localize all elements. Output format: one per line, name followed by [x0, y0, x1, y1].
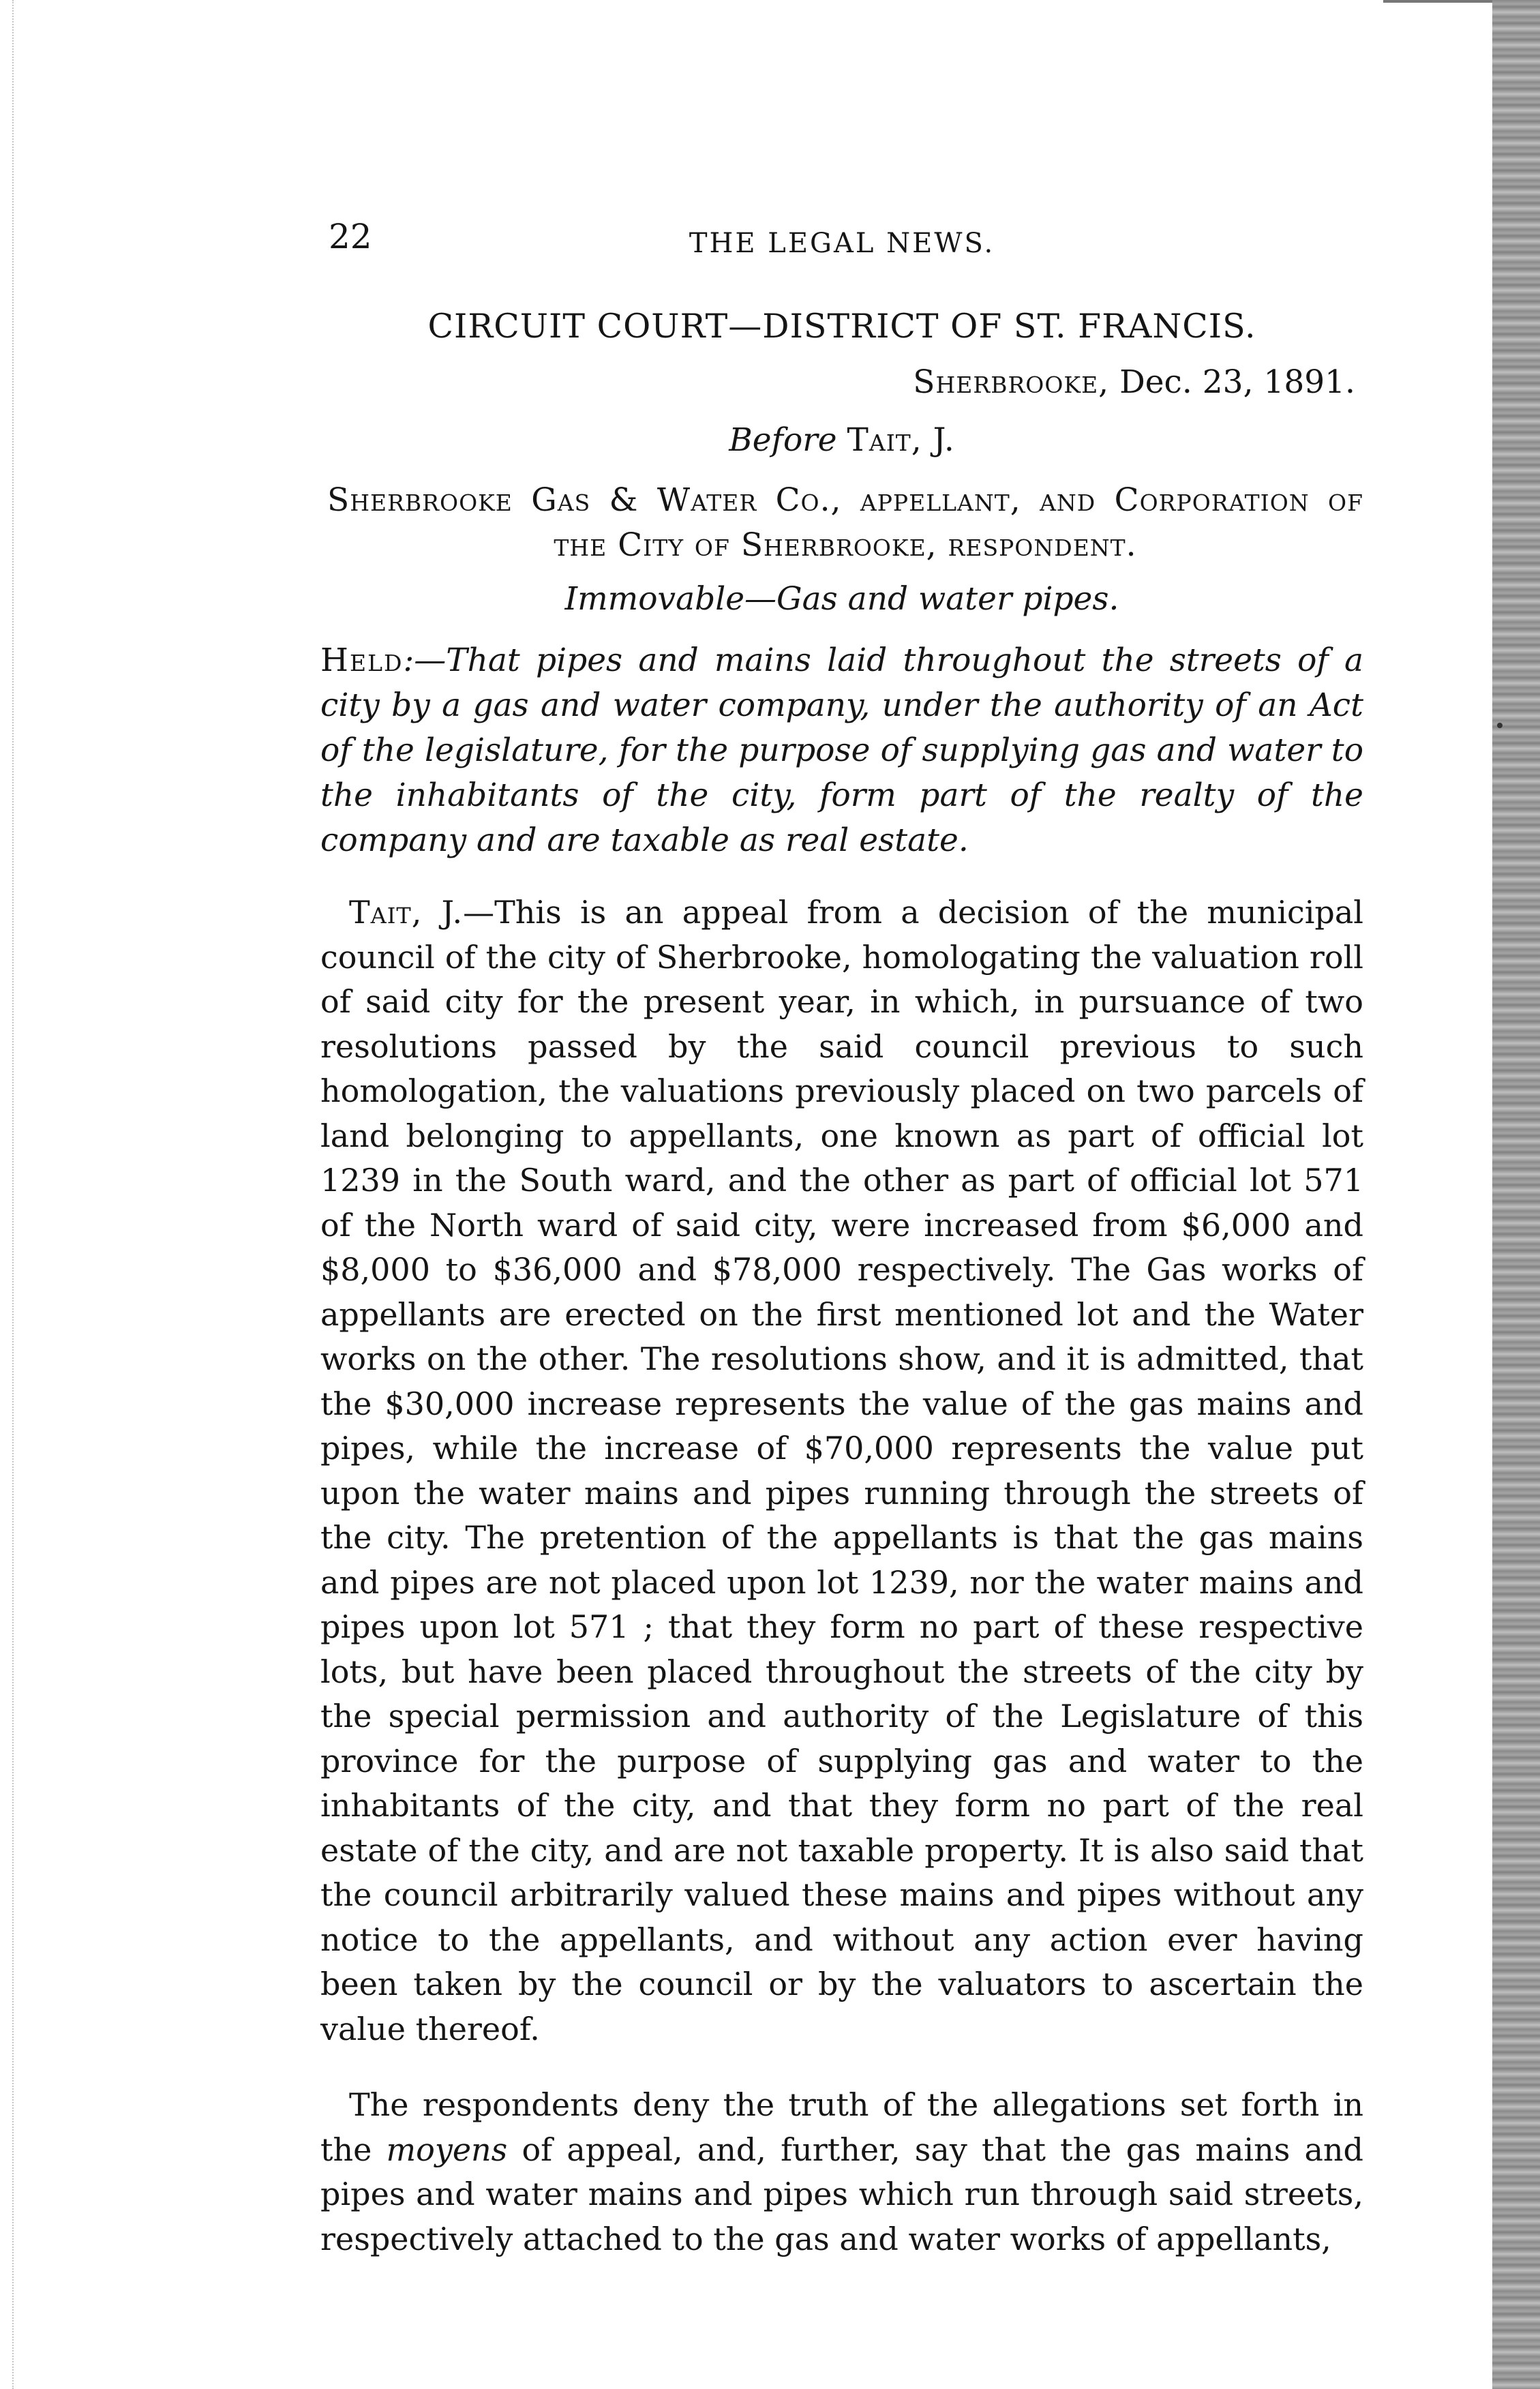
scan-right-edge — [1492, 0, 1540, 2389]
scan-left-edge — [0, 0, 14, 2389]
place: Sherbrooke, — [913, 363, 1110, 401]
case-subject: Immovable—Gas and water pipes. — [564, 580, 1119, 618]
paragraph-1-text: —This is an appeal from a decision of the municipal council of the city of Sherbrooke, homologating the valuation roll of said city for the present year, in which, in pursuance of two resolutions passed by the said council previous to such homologation, the valuations previously placed on two parcels of land belonging to appellants, one known as part of official lot 1239 in the South ward, and the other as part of official lot 571 of the North ward of said city, were increased from $6,000 and $8,000 to $36,000 and $78,000 respectively. The Gas works of appellants are erected on the first mentioned lot and the Water works on the other. The resolutions show, and it is admitted, that the $30,000 increase represents the value of the gas mains and pipes, while the increase of $70,000 represents the value put upon the water mains and pipes running through the streets of the city. The pretention of the appellants is that the gas mains and pipes are not placed upon lot 1239, nor the water mains and pipes upon lot 571 ; that they form no part of these respective lots, but have been placed throughout the streets of the city by the special permission and authority of the Legislature of this province for the purpose of supplying gas and water to the inhabitants of the city, and that they form no part of the real estate of the city, and are not taxable property. It is also said that the council arbitrarily valued these mains and pipes without any notice to the appellants, and without any action ever having been taken by the council or by the valuators to ascertain the value thereof. — [320, 894, 1363, 2047]
scan-top-rule — [1383, 0, 1492, 3]
judge-speaker: Tait, J. — [349, 894, 464, 931]
before-label: Before — [729, 421, 837, 459]
paragraph-2-text-start: The respondents deny the truth of the allegations set forth in the — [320, 2086, 1363, 2168]
judge-name: Tait, J. — [847, 421, 955, 459]
paragraph-2-italic: moyens — [386, 2131, 508, 2168]
date: Dec. 23, 1891. — [1119, 363, 1355, 401]
held-text: :—That pipes and mains laid throughout the streets of a city by a gas and water company, under the authority of an Act of the legislature, for the purpose of supplying gas and water to the inhabitants of the city, form part of the realty of the company and are taxable as real estate. — [320, 642, 1363, 859]
page-number: 22 — [329, 217, 372, 256]
journal-title: THE LEGAL NEWS. — [689, 228, 995, 259]
before-line — [320, 421, 1363, 459]
judgment-paragraph-2 — [320, 2083, 1363, 2262]
court-heading: CIRCUIT COURT—DISTRICT OF ST. FRANCIS. — [427, 307, 1256, 346]
place-and-date — [320, 363, 1363, 401]
headnote — [320, 638, 1363, 863]
judgment-paragraph-1 — [320, 890, 1363, 2052]
scan-speck — [1497, 723, 1503, 728]
held-label: Held — [320, 642, 404, 679]
paragraph-2-text-end: of appeal, and, further, say that the gas mains and pipes and water mains and pipes which run through said streets, respectively attached to the gas and water works of appellants, — [320, 2131, 1363, 2257]
document-page — [320, 205, 1363, 2293]
case-parties: Sherbrooke Gas & Water Co., appellant, and Corporation of the City of Sherbrooke, respondent. — [327, 481, 1363, 564]
running-head — [320, 205, 1363, 266]
